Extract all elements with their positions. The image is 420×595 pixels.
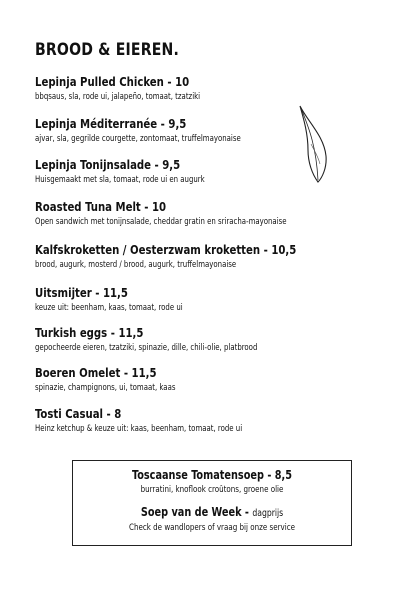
weekly-soup-name: Soep van de Week -	[140, 505, 249, 519]
menu-item-name: Boeren Omelet - 11,5	[35, 365, 157, 380]
menu-item-description: Open sandwich met tonijnsalade, cheddar gratin en sriracha-mayonaise	[35, 217, 287, 227]
menu-item	[35, 285, 395, 314]
menu-item-description: brood, augurk, mosterd / brood, augurk, truffelmayonaise	[35, 260, 237, 270]
soup-name: Toscaanse Tomatensoep - 8,5	[132, 468, 292, 482]
weekly-soup-price-note: dagprijs	[252, 508, 284, 519]
menu-item	[35, 242, 395, 271]
menu-item	[35, 199, 395, 228]
menu-item	[35, 325, 395, 354]
menu-item	[35, 116, 395, 145]
soup-description: burratini, knoflook croûtons, groene olie	[140, 485, 284, 495]
menu-item-name: Lepinja Méditerranée - 9,5	[35, 116, 187, 131]
menu-item	[35, 74, 395, 103]
page-title: BROOD & EIEREN.	[35, 40, 180, 60]
menu-item-name: Lepinja Pulled Chicken - 10	[35, 74, 190, 89]
menu-item-name: Lepinja Tonijnsalade - 9,5	[35, 157, 181, 172]
menu-item-description: ajvar, sla, gegrilde courgette, zontomaat, truffelmayonaise	[35, 134, 241, 144]
weekly-soup-line	[87, 505, 337, 521]
menu-item-name: Kalfskroketten / Oesterzwam kroketten - 10,5	[35, 242, 297, 257]
menu-item-description: Huisgemaakt met sla, tomaat, rode ui en augurk	[35, 175, 205, 185]
menu-item-description: bbqsaus, sla, rode ui, jalapeño, tomaat, tzatziki	[35, 92, 201, 102]
weekly-soup-description: Check de wandlopers of vraag bij onze service	[128, 523, 296, 533]
menu-item-description: gepocheerde eieren, tzatziki, spinazie, dille, chili-olie, platbrood	[35, 343, 258, 353]
menu-item-name: Tosti Casual - 8	[35, 406, 122, 421]
menu-item	[35, 406, 395, 435]
menu-item-description: spinazie, champignons, ui, tomaat, kaas	[35, 383, 176, 393]
leaf-icon	[298, 104, 332, 184]
menu-item-name: Uitsmijter - 11,5	[35, 285, 128, 300]
menu-item-name: Roasted Tuna Melt - 10	[35, 199, 167, 214]
menu-item-description: Heinz ketchup & keuze uit: kaas, beenham, tomaat, rode ui	[35, 424, 243, 434]
soup-box	[72, 460, 352, 546]
menu-item-description: keuze uit: beenham, kaas, tomaat, rode ui	[35, 303, 183, 313]
menu-item-name: Turkish eggs - 11,5	[35, 325, 144, 340]
menu-item	[35, 365, 395, 394]
menu-item	[35, 157, 395, 186]
